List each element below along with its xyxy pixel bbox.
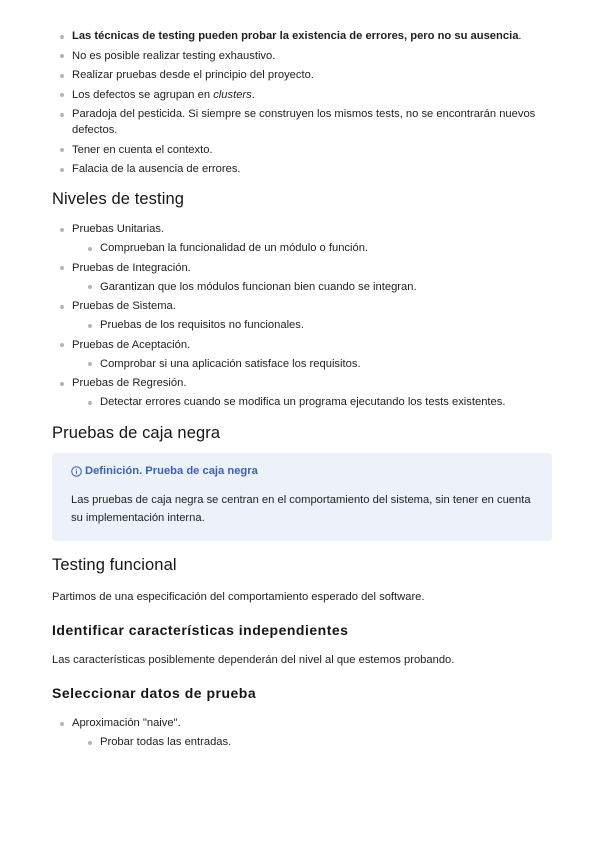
sub-list-item: Probar todas las entradas.: [52, 734, 552, 750]
list-item: [52, 142, 552, 158]
section-heading-funcional: Testing funcional: [52, 556, 177, 574]
list-item: [52, 106, 552, 138]
sub-list: [72, 356, 552, 372]
item-text: Aproximación "naive".: [72, 717, 181, 729]
callout-body: Las pruebas de caja negra se centran en el comportamiento del sistema, sin tener en cuenta su implementación interna.: [71, 494, 531, 524]
sub-list-item: Detectar errores cuando se modifica un programa ejecutando los tests existentes.: [52, 394, 552, 410]
definition-callout: [52, 453, 552, 541]
list-item: [52, 375, 552, 410]
list-item: [52, 260, 552, 295]
sub-list-item: Comprobar si una aplicación satisface los requisitos.: [52, 356, 552, 372]
section-heading-caja-negra: Pruebas de caja negra: [52, 424, 221, 442]
list-item: [52, 337, 552, 372]
text-suffix: .: [518, 30, 522, 42]
italic-text: clusters: [213, 88, 252, 101]
list-item: [52, 87, 552, 103]
item-text: Pruebas de Integración.: [72, 261, 191, 274]
item-text: Falacia de la ausencia de errores.: [72, 163, 241, 175]
list-item: [52, 715, 552, 750]
callout-title-text: Definición. Prueba de caja negra: [85, 465, 258, 477]
list-item: [52, 221, 552, 256]
item-text: Los defectos se agrupan en: [72, 88, 214, 101]
section-heading-identificar: Identificar características independientes: [52, 622, 349, 638]
list-item: [52, 298, 552, 333]
sub-list: [72, 317, 552, 333]
sub-list: [72, 734, 552, 750]
item-text: Pruebas de Regresión.: [72, 377, 187, 389]
niveles-list: [52, 221, 552, 410]
callout-title: [71, 463, 534, 479]
sub-list-item: Garantizan que los módulos funcionan bien cuando se integran.: [52, 279, 552, 295]
document-page: [52, 28, 552, 754]
list-item: [52, 28, 552, 44]
seleccionar-list: [52, 715, 552, 750]
section-heading-seleccionar: Seleccionar datos de prueba: [52, 685, 257, 701]
section-heading-niveles: Niveles de testing: [52, 190, 185, 208]
list-item: [52, 161, 552, 177]
item-text: No es posible realizar testing exhaustivo.: [72, 49, 276, 62]
item-text: Pruebas de Sistema.: [72, 300, 176, 312]
paragraph: Partimos de una especificación del comportamiento esperado del software.: [52, 591, 425, 603]
principles-list: [52, 28, 552, 177]
info-icon: [71, 466, 82, 477]
sub-list: [72, 279, 552, 295]
text-suffix: .: [251, 88, 255, 101]
item-text: Paradoja del pesticida. Si siempre se construyen los mismos tests, no se encontrarán nuevos defectos.: [72, 108, 536, 136]
list-item: [52, 67, 552, 83]
bold-text: Las técnicas de testing pueden probar la existencia de errores, pero no su ausencia: [72, 30, 519, 42]
item-text: Pruebas de Aceptación.: [72, 338, 191, 351]
sub-list: [72, 394, 552, 410]
sub-list-item: Pruebas de los requisitos no funcionales.: [52, 317, 552, 333]
item-text: Realizar pruebas desde el principio del proyecto.: [72, 69, 314, 81]
list-item: [52, 48, 552, 64]
sub-list-item: Comprueban la funcionalidad de un módulo o función.: [52, 240, 552, 256]
item-text: Pruebas Unitarias.: [72, 223, 165, 235]
sub-list: [72, 240, 552, 256]
item-text: Tener en cuenta el contexto.: [72, 143, 213, 156]
paragraph: Las características posiblemente dependerán del nivel al que estemos probando.: [52, 654, 455, 666]
